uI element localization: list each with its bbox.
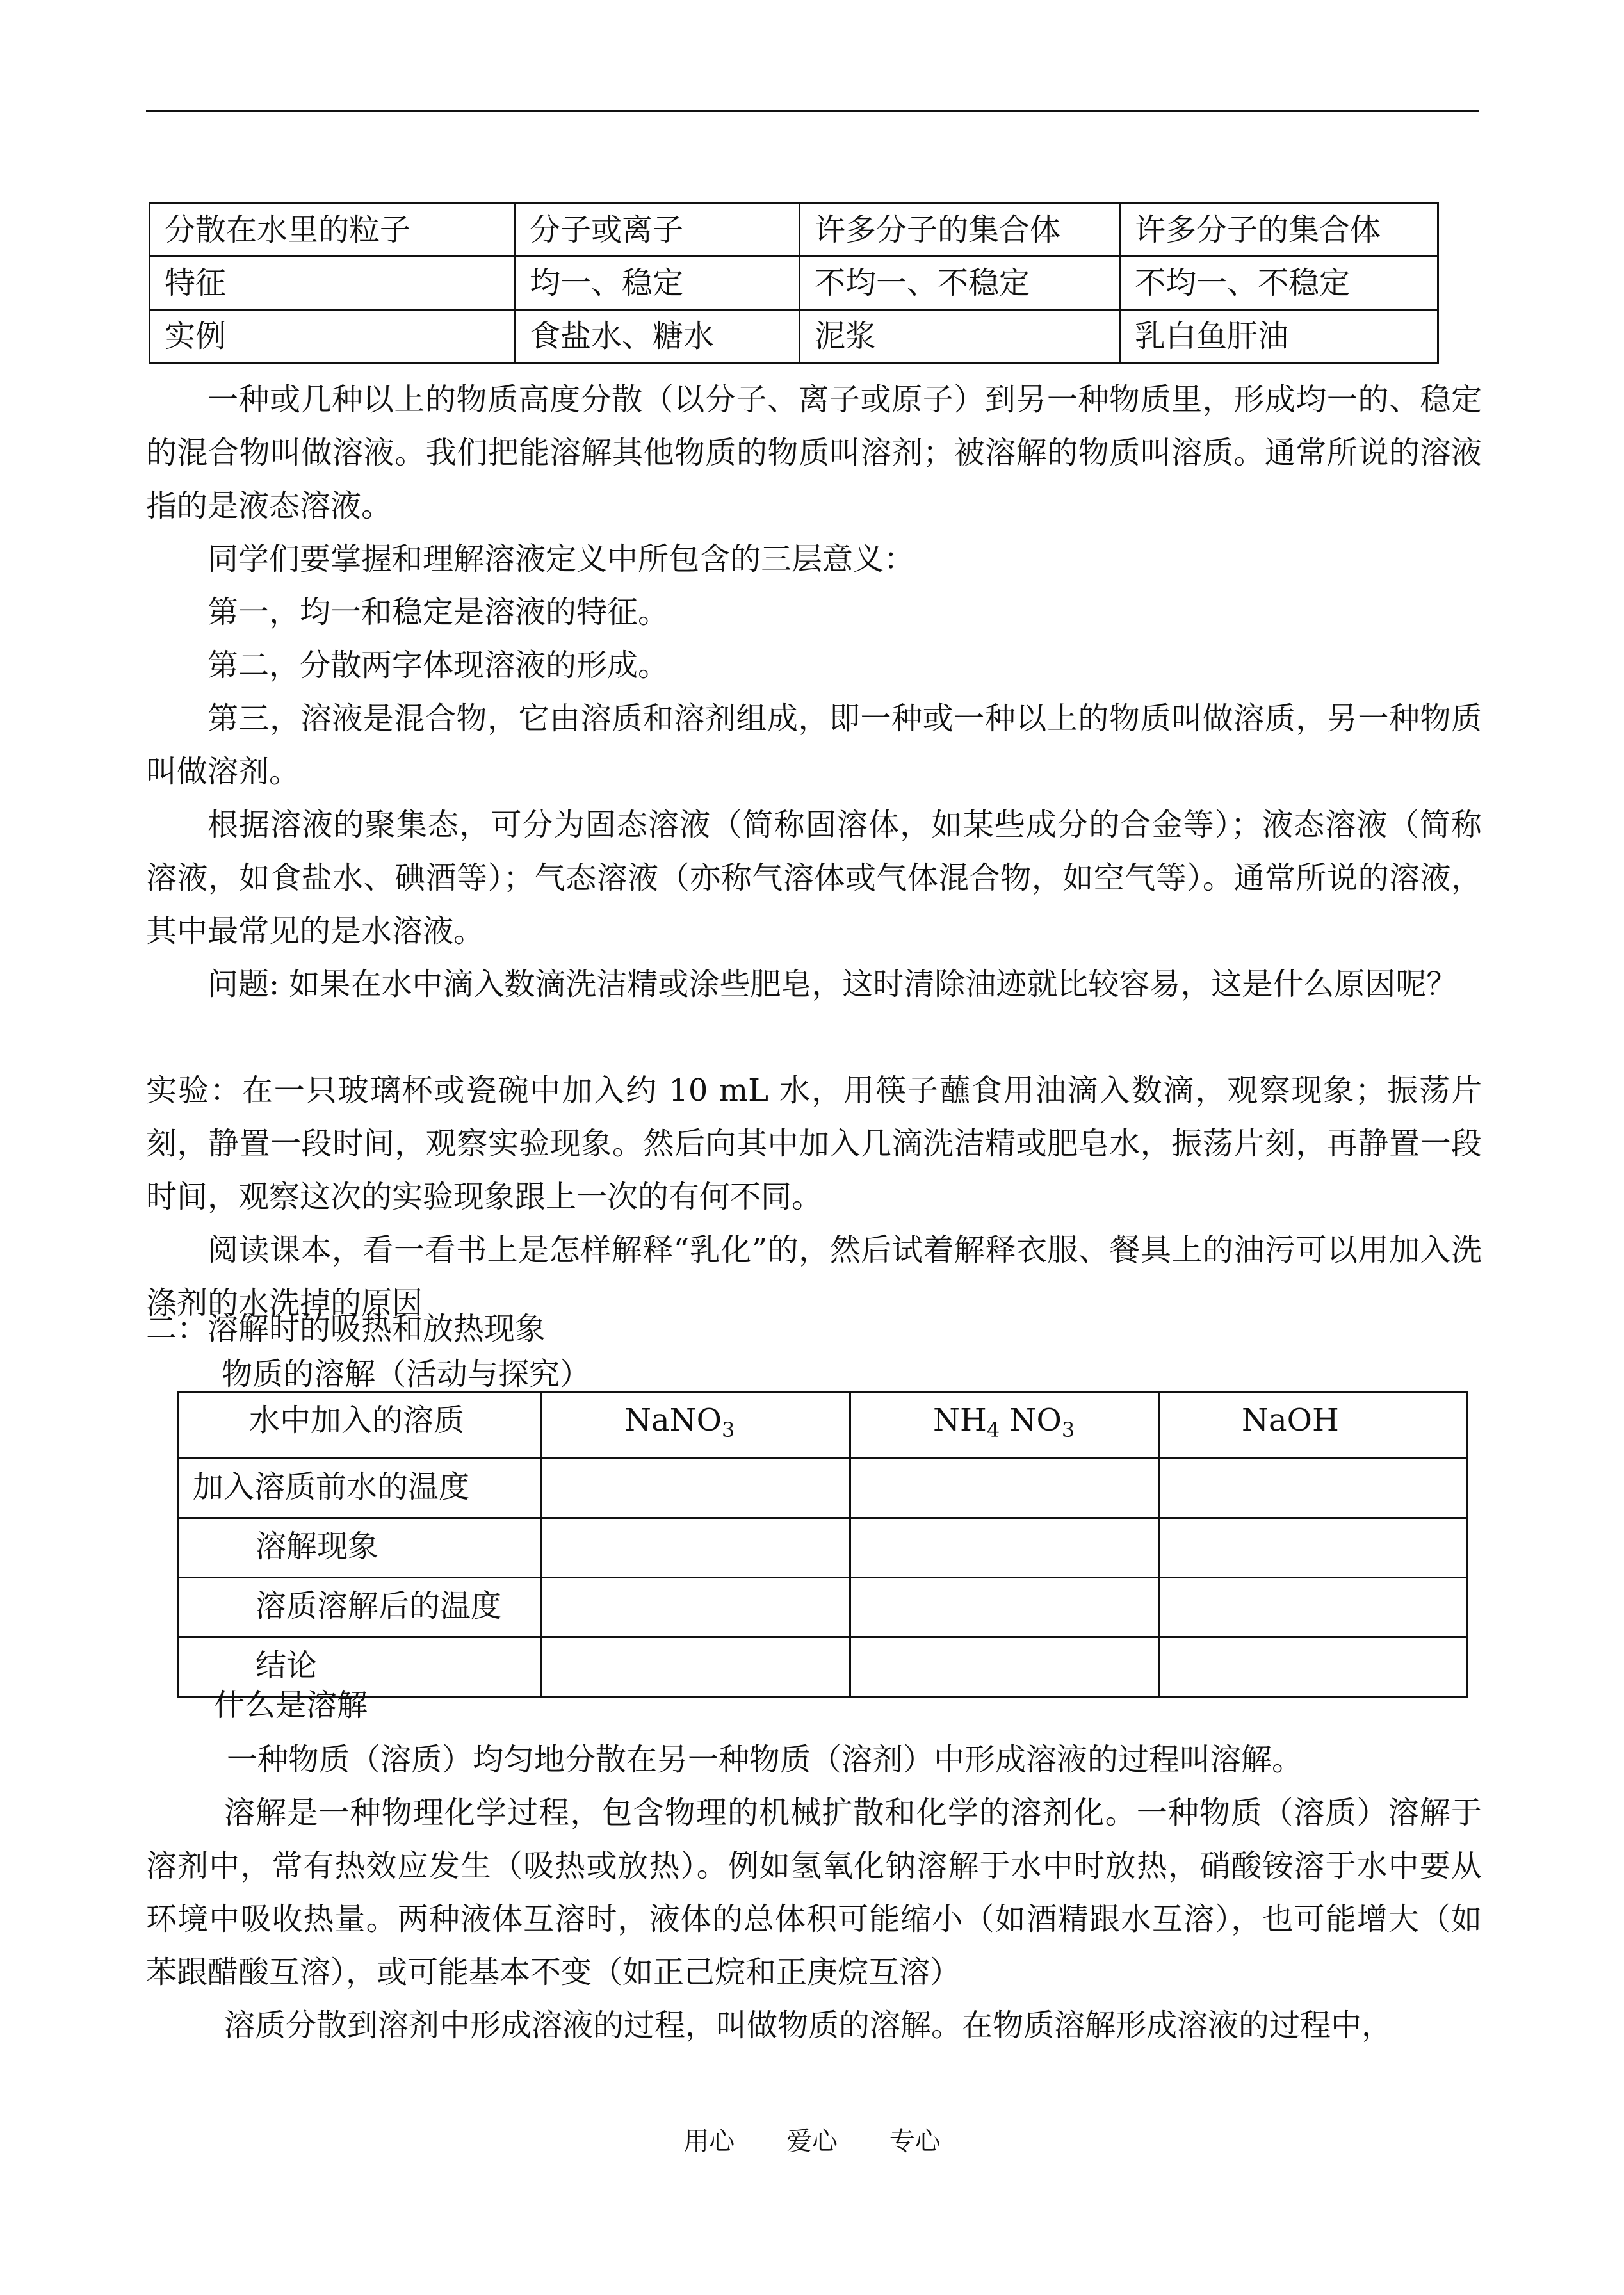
paragraph-dissolution-definition: 一种物质（溶质）均匀地分散在另一种物质（溶剂）中形成溶液的过程叫溶解。 bbox=[227, 1742, 1303, 1778]
table-row-label: 溶解现象 bbox=[178, 1518, 542, 1578]
table-row-label: 溶质溶解后的温度 bbox=[178, 1578, 542, 1637]
table-header-cell: $NH_4$ $NO_3$ bbox=[850, 1392, 1159, 1459]
footer-text: 爱心 bbox=[786, 2127, 838, 2156]
table-header-cell: NaOH bbox=[1159, 1392, 1468, 1459]
table-cell: 泥浆 bbox=[800, 310, 1120, 363]
table-cell: 许多分子的集合体 bbox=[1120, 204, 1438, 257]
table-row bbox=[178, 1459, 1468, 1518]
paragraph-aggregation-states: 根据溶液的聚集态，可分为固态溶液（简称固溶体，如某些成分的合金等）；液态溶液（简称溶液，如食盐水、碘酒等）；气态溶液（亦称气溶体或气体混合物，如空气等）。通常所说的溶液，其中最常见的是水溶液。 bbox=[146, 807, 1482, 949]
table-caption: 物质的溶解（活动与探究） bbox=[222, 1356, 591, 1392]
table-header-cell: NaNO$_3$ bbox=[542, 1392, 850, 1459]
table-cell bbox=[850, 1459, 1159, 1518]
table-cell bbox=[1159, 1518, 1468, 1578]
subheading-what-is-dissolution: 什么是溶解 bbox=[214, 1687, 368, 1723]
table-cell: 不均一、不稳定 bbox=[1120, 257, 1438, 310]
paragraph-meaning-3: 第三，溶液是混合物，它由溶质和溶剂组成，即一种或一种以上的物质叫做溶质，另一种物质叫做溶剂。 bbox=[146, 701, 1482, 790]
paragraph-three-meanings: 同学们要掌握和理解溶液定义中所包含的三层意义： bbox=[207, 541, 915, 577]
table-row-label: 结论 bbox=[178, 1637, 542, 1697]
table-row bbox=[150, 257, 1438, 310]
table-header-cell: 水中加入的溶质 bbox=[178, 1392, 542, 1459]
dissolution-experiment-table bbox=[177, 1391, 1468, 1698]
table-cell bbox=[1159, 1459, 1468, 1518]
table-cell bbox=[542, 1578, 850, 1637]
table-cell bbox=[542, 1518, 850, 1578]
table-cell bbox=[850, 1518, 1159, 1578]
table-header-row bbox=[178, 1392, 1468, 1459]
table-cell bbox=[850, 1578, 1159, 1637]
table-cell: 分子或离子 bbox=[515, 204, 800, 257]
table-cell: 实例 bbox=[150, 310, 515, 363]
paragraph-meaning-2: 第二，分散两字体现溶液的形成。 bbox=[207, 647, 669, 683]
table-cell: 特征 bbox=[150, 257, 515, 310]
dispersion-comparison-table bbox=[149, 202, 1439, 364]
page-footer bbox=[0, 2121, 1624, 2157]
paragraph-solution-definition: 一种或几种以上的物质高度分散（以分子、离子或原子）到另一种物质里，形成均一的、稳定的混合物叫做溶液。我们把能溶解其他物质的物质叫溶剂；被溶解的物质叫溶质。通常所说的溶液指的是液态溶液。 bbox=[146, 382, 1482, 524]
paragraph-emulsification: 阅读课本，看一看书上是怎样解释“乳化”的，然后试着解释衣服、餐具上的油污可以用加入洗涤剂的水洗掉的原因 bbox=[146, 1232, 1482, 1321]
table-row bbox=[178, 1578, 1468, 1637]
table-cell: 食盐水、糖水 bbox=[515, 310, 800, 363]
section-heading: 二：溶解时的吸热和放热现象 bbox=[146, 1311, 546, 1347]
paragraph-question: 问题: 如果在水中滴入数滴洗洁精或涂些肥皂，这时清除油迹就比较容易，这是什么原因呢？ bbox=[207, 966, 1458, 1002]
paragraph-experiment: 实验：在一只玻璃杯或瓷碗中加入约 10 mL 水，用筷子蘸食用油滴入数滴，观察现象；振荡片刻，静置一段时间，观察实验现象。然后向其中加入几滴洗洁精或肥皂水，振荡片刻，再静置一段时间，观察这次的实验现象跟上一次的有何不同。 bbox=[146, 1073, 1482, 1215]
paragraph-dissolution-process: 溶解是一种物理化学过程，包含物理的机械扩散和化学的溶剂化。一种物质（溶质）溶解于溶剂中，常有热效应发生（吸热或放热）。例如氢氧化钠溶解于水中时放热，硝酸铵溶于水中要从环境中吸收热量。两种液体互溶时，液体的总体积可能缩小（如酒精跟水互溶），也可能增大（如苯跟醋酸互溶），或可能基本不变（如正己烷和正庚烷互溶） bbox=[146, 1795, 1482, 1990]
paragraph-meaning-1: 第一，均一和稳定是溶液的特征。 bbox=[207, 594, 669, 630]
table-row bbox=[150, 204, 1438, 257]
table-cell bbox=[1159, 1578, 1468, 1637]
table-cell: 均一、稳定 bbox=[515, 257, 800, 310]
table-row-label: 加入溶质前水的温度 bbox=[178, 1459, 542, 1518]
footer-text: 用心 bbox=[683, 2127, 735, 2156]
table-cell: 分散在水里的粒子 bbox=[150, 204, 515, 257]
table-row bbox=[150, 310, 1438, 363]
table-cell: 乳白鱼肝油 bbox=[1120, 310, 1438, 363]
table-cell: 许多分子的集合体 bbox=[800, 204, 1120, 257]
paragraph-dissolution-closing: 溶质分散到溶剂中形成溶液的过程，叫做物质的溶解。在物质溶解形成溶液的过程中， bbox=[224, 2007, 1393, 2043]
table-cell: 不均一、不稳定 bbox=[800, 257, 1120, 310]
footer-text: 专心 bbox=[889, 2127, 941, 2156]
table-cell bbox=[542, 1459, 850, 1518]
table-row bbox=[178, 1518, 1468, 1578]
header-rule bbox=[146, 110, 1479, 112]
